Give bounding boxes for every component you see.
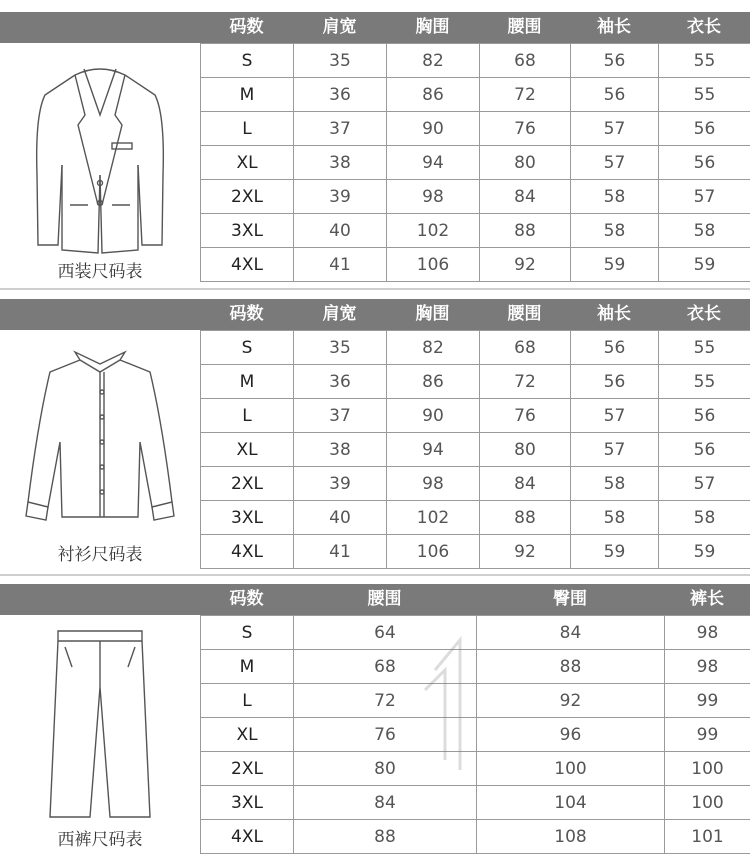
measure-cell: 58: [659, 501, 750, 535]
measure-cell: 57: [571, 112, 659, 146]
dress-shirt-icon: [20, 342, 180, 542]
measure-cell: 101: [665, 820, 750, 854]
measure-cell: 56: [571, 365, 659, 399]
header-length: 衣长: [687, 17, 721, 37]
measure-cell: 94: [387, 146, 480, 180]
table-row: [201, 786, 750, 820]
measure-cell: 88: [480, 501, 571, 535]
measure-cell: 58: [571, 214, 659, 248]
measure-cell: 100: [665, 786, 750, 820]
header-hip: 臀围: [553, 589, 587, 609]
size-cell: S: [201, 44, 294, 78]
table-row: [201, 535, 750, 569]
size-cell: L: [201, 112, 294, 146]
measure-cell: 56: [571, 44, 659, 78]
suit-jacket-icon: [20, 55, 180, 255]
measure-cell: 41: [294, 535, 387, 569]
table-row: [201, 365, 750, 399]
measure-cell: 57: [659, 467, 750, 501]
measure-cell: 41: [294, 248, 387, 282]
header-sleeve: 袖长: [597, 17, 631, 37]
header-pants-length: 裤长: [690, 589, 724, 609]
suit-size-table: [200, 43, 750, 282]
size-cell: S: [201, 616, 294, 650]
measure-cell: 80: [480, 146, 571, 180]
measure-cell: 94: [387, 433, 480, 467]
measure-cell: 82: [387, 44, 480, 78]
measure-cell: 86: [387, 78, 480, 112]
measure-cell: 100: [665, 752, 750, 786]
measure-cell: 35: [294, 331, 387, 365]
measure-cell: 57: [659, 180, 750, 214]
measure-cell: 59: [571, 248, 659, 282]
header-size: 码数: [229, 304, 264, 324]
suit-illustration: [0, 43, 200, 284]
size-cell: 3XL: [201, 501, 294, 535]
measure-cell: 99: [665, 718, 750, 752]
pants-table-header: [0, 584, 750, 615]
shirt-size-section: [0, 299, 750, 571]
measure-cell: 76: [294, 718, 477, 752]
size-cell: L: [201, 399, 294, 433]
table-row: [201, 44, 750, 78]
section-divider: [0, 574, 750, 576]
size-cell: 4XL: [201, 535, 294, 569]
table-row: [201, 501, 750, 535]
size-cell: 4XL: [201, 820, 294, 854]
shirt-caption: 衬衫尺码表: [57, 545, 143, 565]
pants-size-section: [0, 584, 750, 856]
header-length: 衣长: [687, 304, 721, 324]
measure-cell: 92: [480, 248, 571, 282]
measure-cell: 56: [571, 331, 659, 365]
header-sleeve: 袖长: [597, 304, 631, 324]
measure-cell: 58: [571, 180, 659, 214]
table-row: [201, 820, 750, 854]
measure-cell: 72: [480, 78, 571, 112]
shirt-table-header: [0, 299, 750, 330]
header-shoulder: 肩宽: [322, 17, 357, 37]
suit-caption: 西装尺码表: [57, 262, 143, 282]
measure-cell: 88: [294, 820, 477, 854]
measure-cell: 100: [477, 752, 665, 786]
measure-cell: 86: [387, 365, 480, 399]
measure-cell: 56: [659, 146, 750, 180]
measure-cell: 90: [387, 399, 480, 433]
measure-cell: 88: [477, 650, 665, 684]
header-chest: 胸围: [415, 17, 450, 37]
size-cell: 2XL: [201, 752, 294, 786]
measure-cell: 92: [480, 535, 571, 569]
measure-cell: 72: [480, 365, 571, 399]
table-row: [201, 248, 750, 282]
header-waist: 腰围: [367, 589, 402, 609]
measure-cell: 56: [571, 78, 659, 112]
measure-cell: 37: [294, 112, 387, 146]
measure-cell: 80: [480, 433, 571, 467]
measure-cell: 84: [480, 180, 571, 214]
measure-cell: 55: [659, 78, 750, 112]
measure-cell: 80: [294, 752, 477, 786]
measure-cell: 38: [294, 433, 387, 467]
measure-cell: 39: [294, 180, 387, 214]
table-row: [201, 146, 750, 180]
measure-cell: 98: [387, 180, 480, 214]
header-size: 码数: [229, 589, 264, 609]
size-cell: XL: [201, 433, 294, 467]
size-cell: M: [201, 650, 294, 684]
measure-cell: 76: [480, 399, 571, 433]
header-waist: 腰围: [507, 17, 542, 37]
measure-cell: 104: [477, 786, 665, 820]
measure-cell: 56: [659, 112, 750, 146]
measure-cell: 72: [294, 684, 477, 718]
measure-cell: 58: [571, 501, 659, 535]
measure-cell: 84: [477, 616, 665, 650]
size-cell: M: [201, 78, 294, 112]
measure-cell: 39: [294, 467, 387, 501]
suit-table-header: [0, 12, 750, 43]
measure-cell: 98: [387, 467, 480, 501]
measure-cell: 58: [571, 467, 659, 501]
size-cell: XL: [201, 146, 294, 180]
table-row: [201, 331, 750, 365]
header-size: 码数: [229, 17, 264, 37]
pants-illustration: [0, 615, 200, 856]
measure-cell: 102: [387, 501, 480, 535]
measure-cell: 57: [571, 399, 659, 433]
measure-cell: 35: [294, 44, 387, 78]
size-cell: L: [201, 684, 294, 718]
size-cell: 3XL: [201, 214, 294, 248]
measure-cell: 106: [387, 248, 480, 282]
size-cell: M: [201, 365, 294, 399]
header-waist: 腰围: [507, 304, 542, 324]
measure-cell: 59: [571, 535, 659, 569]
measure-cell: 59: [659, 535, 750, 569]
size-cell: 2XL: [201, 467, 294, 501]
measure-cell: 68: [480, 44, 571, 78]
table-row: [201, 78, 750, 112]
size-cell: XL: [201, 718, 294, 752]
table-row: [201, 467, 750, 501]
shirt-illustration: [0, 330, 200, 571]
measure-cell: 106: [387, 535, 480, 569]
shirt-size-table: [200, 330, 750, 569]
size-cell: S: [201, 331, 294, 365]
measure-cell: 57: [571, 433, 659, 467]
measure-cell: 96: [477, 718, 665, 752]
measure-cell: 108: [477, 820, 665, 854]
section-divider: [0, 288, 750, 290]
measure-cell: 76: [480, 112, 571, 146]
pants-caption: 西裤尺码表: [57, 830, 143, 850]
measure-cell: 55: [659, 44, 750, 78]
measure-cell: 102: [387, 214, 480, 248]
measure-cell: 92: [477, 684, 665, 718]
measure-cell: 57: [571, 146, 659, 180]
table-row: [201, 433, 750, 467]
measure-cell: 37: [294, 399, 387, 433]
measure-cell: 68: [480, 331, 571, 365]
table-row: [201, 180, 750, 214]
table-row: [201, 112, 750, 146]
measure-cell: 98: [665, 616, 750, 650]
measure-cell: 55: [659, 365, 750, 399]
measure-cell: 88: [480, 214, 571, 248]
measure-cell: 64: [294, 616, 477, 650]
size-cell: 4XL: [201, 248, 294, 282]
header-shoulder: 肩宽: [322, 304, 357, 324]
table-row: [201, 214, 750, 248]
measure-cell: 40: [294, 501, 387, 535]
measure-cell: 56: [659, 433, 750, 467]
trousers-icon: [20, 627, 180, 827]
measure-cell: 82: [387, 331, 480, 365]
measure-cell: 59: [659, 248, 750, 282]
header-chest: 胸围: [415, 304, 450, 324]
measure-cell: 56: [659, 399, 750, 433]
size-cell: 3XL: [201, 786, 294, 820]
measure-cell: 58: [659, 214, 750, 248]
table-row: [201, 399, 750, 433]
size-cell: 2XL: [201, 180, 294, 214]
measure-cell: 68: [294, 650, 477, 684]
measure-cell: 99: [665, 684, 750, 718]
suit-size-section: [0, 12, 750, 284]
measure-cell: 84: [294, 786, 477, 820]
measure-cell: 36: [294, 365, 387, 399]
measure-cell: 55: [659, 331, 750, 365]
measure-cell: 90: [387, 112, 480, 146]
measure-cell: 84: [480, 467, 571, 501]
measure-cell: 40: [294, 214, 387, 248]
watermark-logo-icon: [415, 630, 485, 780]
measure-cell: 38: [294, 146, 387, 180]
measure-cell: 98: [665, 650, 750, 684]
measure-cell: 36: [294, 78, 387, 112]
